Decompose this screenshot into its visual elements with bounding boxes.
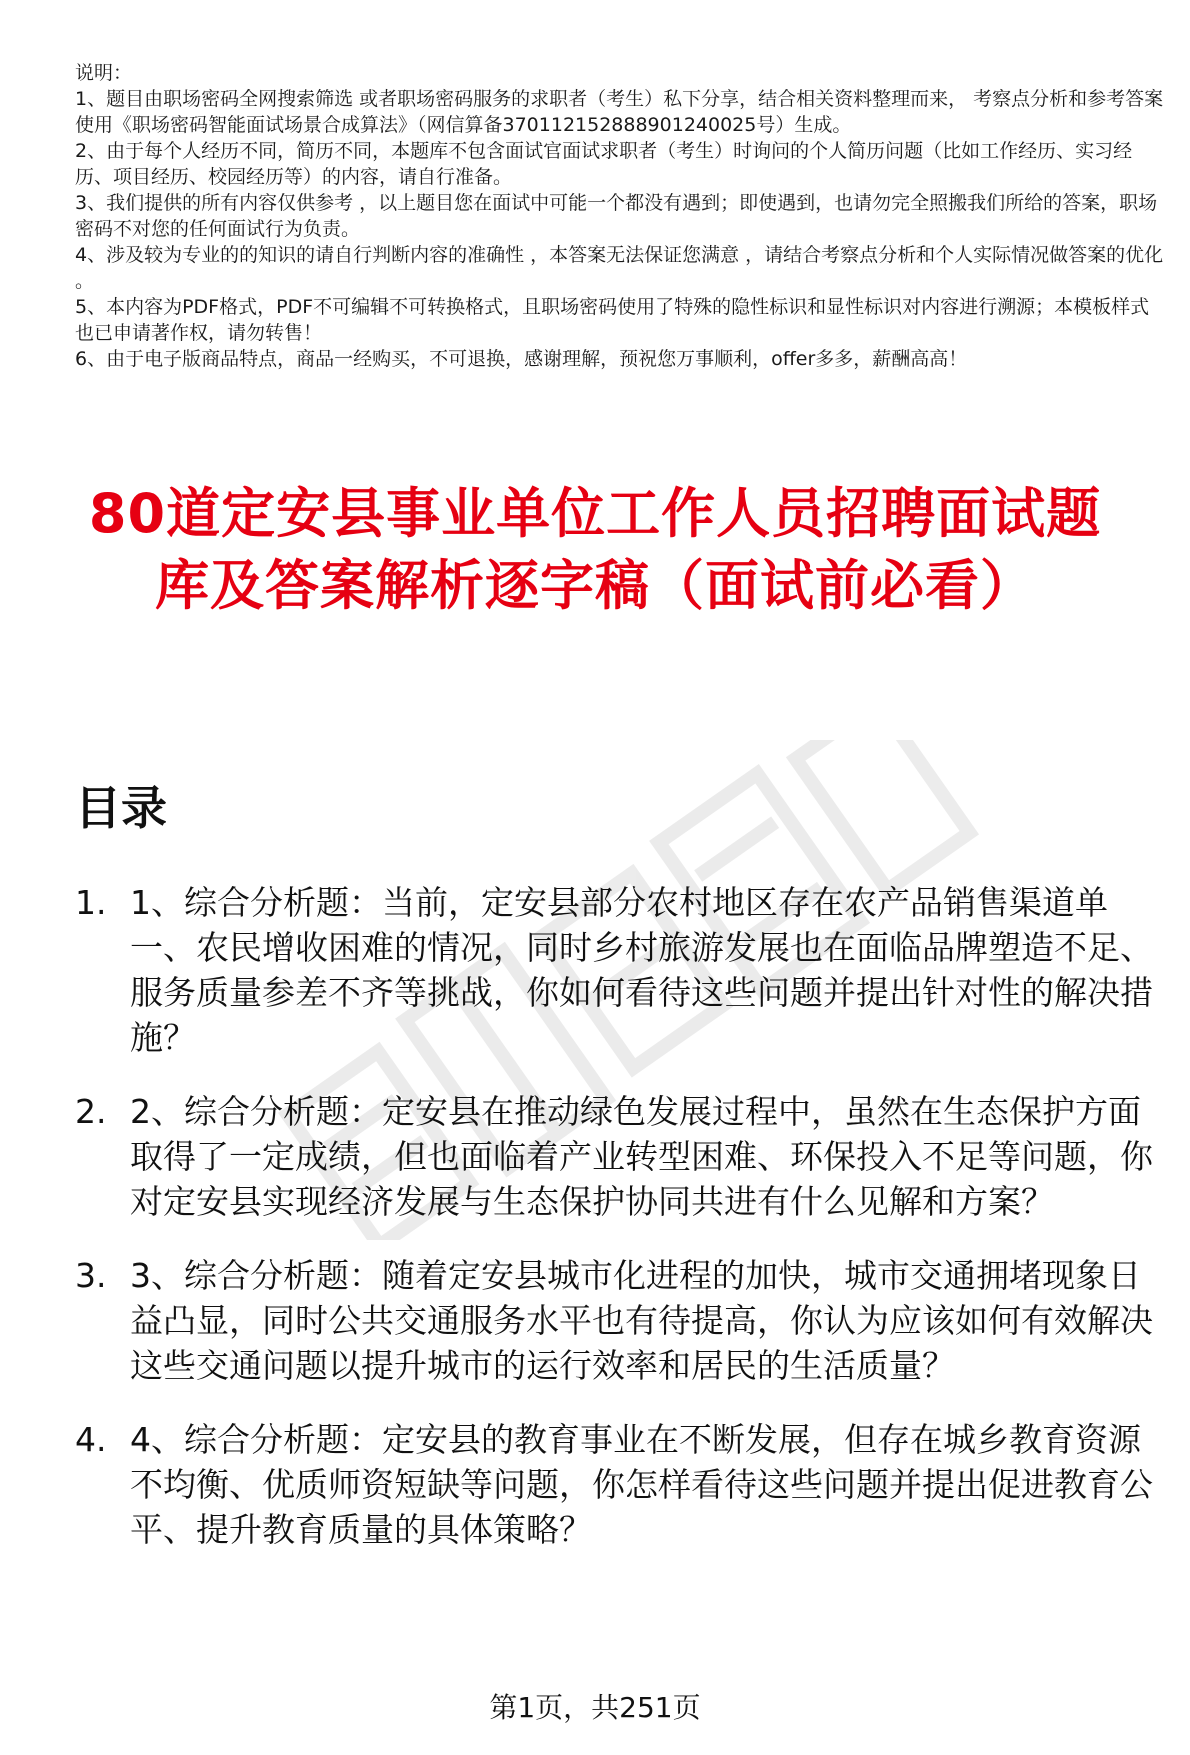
note-item: 4、涉及较为专业的的知识的请自行判断内容的准确性 ，本答案无法保证您满意 ，请结合考察点分析和个人实际情况做答案的优化 。	[75, 244, 1164, 292]
note-item: 1、题目由职场密码全网搜索筛选 或者职场密码服务的求职者（考生）私下分享，结合相关资料整理而来， 考察点分析和参考答案使用《职场密码智能面试场景合成算法》（网信算备370112152888901240025号）生成。	[75, 88, 1164, 136]
toc-item-text: 2、综合分析题：定安县在推动绿色发展过程中，虽然在生态保护方面取得了一定成绩，但也面临着产业转型困难、环保投入不足等问题，你对定安县实现经济发展与生态保护协同共进有什么见解和方案？	[130, 1092, 1153, 1221]
notes-heading: 说明：	[75, 62, 133, 84]
toc-item-number: 2.	[75, 1092, 107, 1131]
disclaimer-notes	[75, 60, 1165, 372]
toc-item-text: 1、综合分析题：当前，定安县部分农村地区存在农产品销售渠道单一、农民增收困难的情况，同时乡村旅游发展也在面临品牌塑造不足、服务质量参差不齐等挑战，你如何看待这些问题并提出针对性的解决措施？	[130, 883, 1153, 1057]
note-item: 5、本内容为PDF格式，PDF不可编辑不可转换格式，且职场密码使用了特殊的隐性标识和显性标识对内容进行溯源；本模板样式也已申请著作权，请勿转售！	[75, 296, 1150, 344]
toc-item[interactable]	[75, 1089, 1165, 1224]
note-item: 3、我们提供的所有内容仅供参考 ，以上题目您在面试中可能一个都没有遇到；即使遇到，也请勿完全照搬我们所给的答案，职场密码不对您的任何面试行为负责。	[75, 192, 1158, 240]
toc-item[interactable]	[75, 880, 1165, 1060]
table-of-contents	[75, 880, 1165, 1581]
toc-item-text: 3、综合分析题：随着定安县城市化进程的加快，城市交通拥堵现象日益凸显，同时公共交通服务水平也有待提高，你认为应该如何有效解决这些交通问题以提升城市的运行效率和居民的生活质量？	[130, 1256, 1153, 1385]
toc-item-text: 4、综合分析题：定安县的教育事业在不断发展，但存在城乡教育资源不均衡、优质师资短缺等问题，你怎样看待这些问题并提出促进教育公平、提升教育质量的具体策略？	[130, 1420, 1153, 1549]
toc-item[interactable]	[75, 1417, 1165, 1552]
note-item: 6、由于电子版商品特点，商品一经购买，不可退换，感谢理解，预祝您万事顺利，offer多多，薪酬高高！	[75, 348, 968, 370]
toc-item-number: 1.	[75, 883, 107, 922]
toc-item-number: 4.	[75, 1420, 107, 1459]
toc-item[interactable]	[75, 1253, 1165, 1388]
note-item: 2、由于每个人经历不同，简历不同，本题库不包含面试官面试求职者（考生）时询问的个人简历问题（比如工作经历、实习经历、项目经历、校园经历等）的内容，请自行准备。	[75, 140, 1133, 188]
toc-heading: 目录	[75, 781, 167, 835]
document-title: 80道定安县事业单位工作人员招聘面试题库及答案解析逐字稿（面试前必看）	[88, 482, 1102, 617]
toc-item-number: 3.	[75, 1256, 107, 1295]
page-number-footer: 第1页，共251页	[489, 1691, 701, 1724]
